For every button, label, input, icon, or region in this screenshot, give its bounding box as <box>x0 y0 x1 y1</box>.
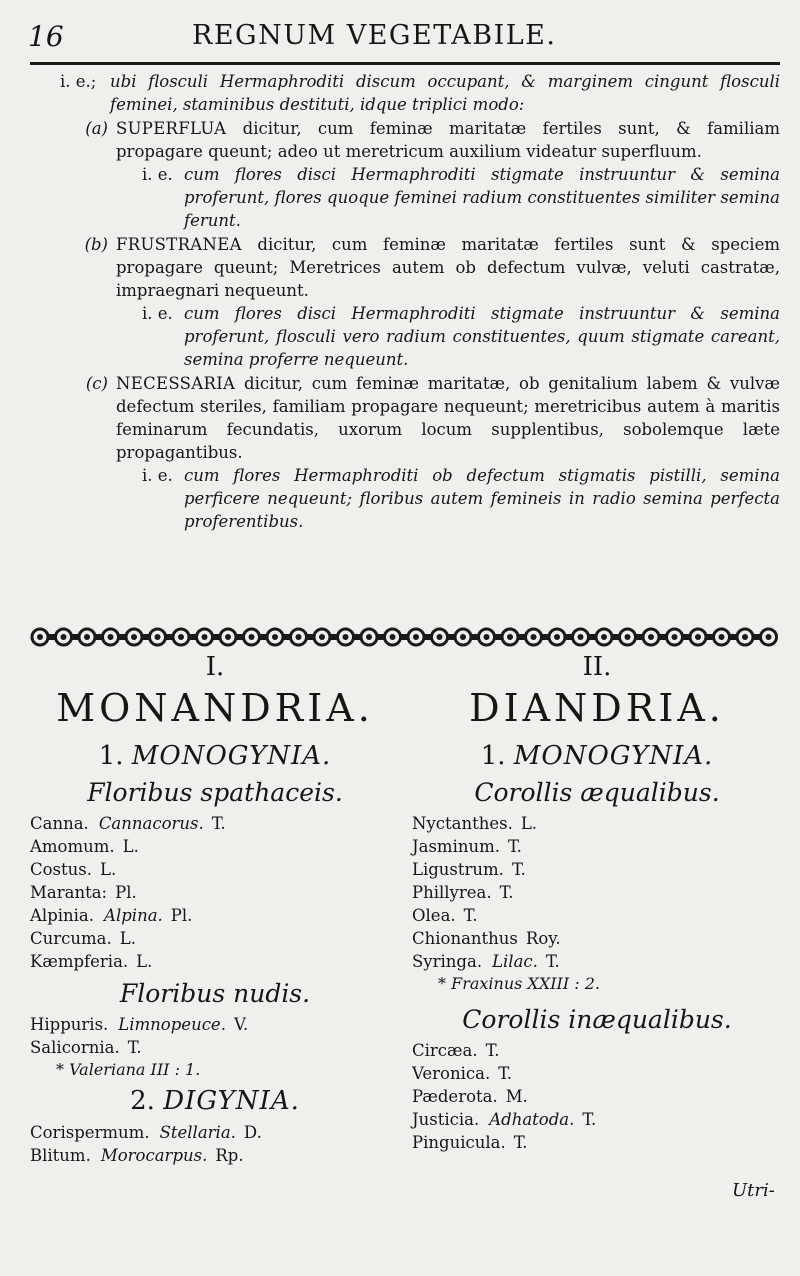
genus-author: Roy. <box>525 929 561 948</box>
running-title: REGNUM VEGETABILE. <box>192 20 557 51</box>
order-number: 1. <box>480 741 506 771</box>
genus-entry <box>412 1062 782 1085</box>
entry-label: (b) <box>84 235 108 254</box>
genus-name: Canna. <box>30 814 89 833</box>
genus-name: Pinguicula. <box>412 1133 506 1152</box>
gloss-frustranea <box>142 302 780 371</box>
column-monandria <box>30 652 400 1167</box>
entry-body <box>116 372 780 464</box>
genus-name: Jasminum. <box>412 837 500 856</box>
genus-author: D. <box>243 1123 262 1142</box>
gloss-text: cum flores disci Hermaphroditi stigmate instruuntur & semina proferunt, flores quoque feminei radium constituentes similiter semina ferunt. <box>184 165 780 230</box>
genus-entry <box>412 1039 782 1062</box>
genus-name: Salicornia. <box>30 1038 120 1057</box>
entry-superflua <box>60 117 780 163</box>
genus-author: T. <box>499 883 514 902</box>
genus-author: T. <box>582 1110 597 1129</box>
genus-name: Olea. <box>412 906 456 925</box>
gloss-ie: i. e. <box>142 165 173 184</box>
gloss-text: cum flores disci Hermaphroditi stigmate instruuntur & semina proferunt, flosculi vero radium constituentes, quum stigmate careant, semina proferre nequeunt. <box>184 304 780 369</box>
genus-synonym: Stellaria. <box>159 1123 236 1142</box>
genus-author: T. <box>498 1064 513 1083</box>
genus-list <box>412 1039 782 1154</box>
genus-entry <box>30 950 400 973</box>
cross-reference-note: * Fraxinus XXIII : 2. <box>438 974 600 993</box>
class-number: I. <box>205 652 225 682</box>
genus-entry <box>412 950 782 973</box>
entry-necessaria <box>60 372 780 464</box>
genus-synonym: Alpina. <box>104 906 163 925</box>
genus-entry <box>30 835 400 858</box>
entry-label: (c) <box>85 374 108 393</box>
genus-name: Pæderota. <box>412 1087 498 1106</box>
genus-entry <box>30 881 400 904</box>
genus-author: M. <box>505 1087 528 1106</box>
order-heading <box>412 740 782 772</box>
intro-ie: i. e.; <box>60 72 97 91</box>
genus-name: Justicia. <box>412 1110 480 1129</box>
ornament-band <box>28 624 780 650</box>
order-heading <box>30 1085 400 1117</box>
order-number: 1. <box>98 741 124 771</box>
genus-author: T. <box>513 1133 528 1152</box>
genus-author: T. <box>211 814 226 833</box>
class-name: MONANDRIA. <box>56 686 374 730</box>
entry-text: dicitur, cum feminæ maritatæ, ob genitalium labem & vulvæ defectum steriles, familiam propagare nequeunt; meretricibus autem à maritis feminarum fecundatis, uxorum locum supplentibus, sobolemque læte propagantibus. <box>116 374 780 462</box>
genus-name: Blitum. <box>30 1146 91 1165</box>
genus-entry <box>30 812 400 835</box>
order-heading <box>30 740 400 772</box>
genus-author: T. <box>485 1041 500 1060</box>
genus-entry <box>412 1108 782 1131</box>
entry-text: dicitur, cum feminæ maritatæ fertiles sunt & speciem propagare queunt; Meretrices autem ob defectum vulvæ, veluti castratæ, impraegnari nequeunt. <box>116 235 780 300</box>
genus-entry <box>412 812 782 835</box>
section-heading: Floribus spathaceis. <box>87 778 343 807</box>
genus-entry <box>412 881 782 904</box>
order-name: DIGYNIA. <box>163 1086 300 1116</box>
entry-text: dicitur, cum feminæ maritatæ fertiles sunt, & familiam propagare queunt; adeo ut meretricum auxilium videatur superfluum. <box>116 119 780 161</box>
genus-entry <box>30 904 400 927</box>
genus-author: T. <box>511 860 526 879</box>
page-number: 16 <box>28 20 64 53</box>
section-heading: Floribus nudis. <box>119 979 311 1008</box>
genus-author: T. <box>463 906 478 925</box>
genus-author: Pl. <box>115 883 137 902</box>
genus-name: Nyctanthes. <box>412 814 513 833</box>
genus-entry <box>412 1131 782 1154</box>
definitions-block <box>60 70 780 533</box>
genus-name: Phillyrea. <box>412 883 492 902</box>
genus-entry <box>412 858 782 881</box>
genus-list <box>30 1013 400 1059</box>
genus-entry <box>30 1121 400 1144</box>
genus-entry <box>412 904 782 927</box>
entry-frustranea <box>60 233 780 302</box>
genus-synonym: Adhatoda. <box>489 1110 575 1129</box>
header-rule <box>30 62 780 65</box>
genus-list <box>30 1121 400 1167</box>
genus-author: T. <box>127 1038 142 1057</box>
order-number: 2. <box>130 1086 155 1116</box>
genus-name: Ligustrum. <box>412 860 504 879</box>
genus-name: Maranta: <box>30 883 108 902</box>
genus-author: L. <box>520 814 538 833</box>
column-diandria <box>412 652 782 1154</box>
class-name: DIANDRIA. <box>469 686 725 730</box>
gloss-text: cum flores Hermaphroditi ob defectum stigmatis pistilli, semina perficere nequeunt; floribus autem femineis in radio semina perfecta proferentibus. <box>184 466 780 531</box>
gloss-superflua <box>142 163 780 232</box>
intro-text: ubi flosculi Hermaphroditi discum occupant, & marginem cingunt flosculi feminei, staminibus destituti, idque triplici modo: <box>110 72 780 114</box>
genus-entry <box>30 1036 400 1059</box>
genus-name: Veronica. <box>412 1064 491 1083</box>
gloss-necessaria <box>142 464 780 533</box>
genus-entry <box>412 927 782 950</box>
genus-author: L. <box>136 952 153 971</box>
intro-line <box>60 70 780 116</box>
genus-synonym: Morocarpus. <box>100 1146 208 1165</box>
genus-name: Kæmpferia. <box>30 952 129 971</box>
genus-synonym: Lilac. <box>492 952 538 971</box>
class-number: II. <box>582 652 612 682</box>
genus-name: Alpinia. <box>30 906 95 925</box>
genus-synonym: Cannacorus. <box>98 814 204 833</box>
genus-author: T. <box>508 837 522 856</box>
genus-entry <box>412 835 782 858</box>
genus-entry <box>30 1144 400 1167</box>
entry-body <box>116 233 780 302</box>
genus-name: Syringa. <box>412 952 483 971</box>
entry-label: (a) <box>85 119 108 138</box>
genus-name: Curcuma. <box>30 929 112 948</box>
genus-author: L. <box>122 837 139 856</box>
catchword: Utri- <box>732 1180 775 1201</box>
genus-author: L. <box>119 929 136 948</box>
order-name: MONOGYNIA. <box>513 741 714 771</box>
genus-author: T. <box>545 952 560 971</box>
genus-entry <box>30 927 400 950</box>
genus-name: Hippuris. <box>30 1015 109 1034</box>
genus-author: Pl. <box>170 906 193 925</box>
order-name: MONOGYNIA. <box>131 741 332 771</box>
entry-term: FRUSTRANEA <box>116 235 242 254</box>
gloss-ie: i. e. <box>142 466 173 485</box>
genus-name: Amomum. <box>30 837 115 856</box>
genus-list <box>412 812 782 973</box>
genus-name: Chionanthus <box>412 929 518 948</box>
genus-name: Corispermum. <box>30 1123 150 1142</box>
genus-name: Costus. <box>30 860 92 879</box>
section-heading: Corollis inæqualibus. <box>462 1005 732 1034</box>
genus-list <box>30 812 400 973</box>
genus-author: L. <box>100 860 117 879</box>
cross-reference-note: * Valeriana III : 1. <box>56 1060 201 1079</box>
genus-author: V. <box>233 1015 249 1034</box>
section-heading: Corollis æqualibus. <box>474 778 720 807</box>
entry-term: SUPERFLUA <box>116 119 227 138</box>
genus-name: Circæa. <box>412 1041 478 1060</box>
genus-entry <box>412 1085 782 1108</box>
genus-author: Rp. <box>215 1146 244 1165</box>
entry-body <box>116 117 780 163</box>
genus-synonym: Limnopeuce. <box>118 1015 226 1034</box>
entry-term: NECESSARIA <box>116 374 236 393</box>
genus-entry <box>30 858 400 881</box>
gloss-ie: i. e. <box>142 304 173 323</box>
genus-entry <box>30 1013 400 1036</box>
